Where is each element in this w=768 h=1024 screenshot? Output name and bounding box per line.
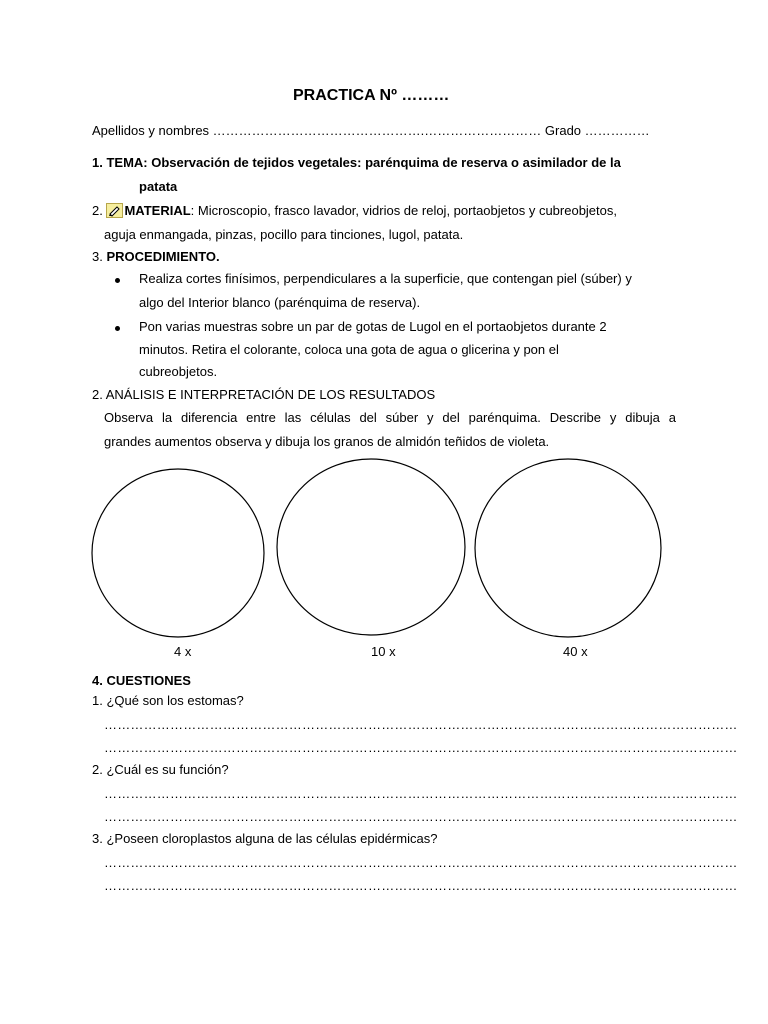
question-3: 3. ¿Poseen cloroplastos alguna de las células epidérmicas? xyxy=(92,831,438,846)
procedure-step-2-line-2: minutos. Retira el colorante, coloca una gota de agua o glicerina y pon el xyxy=(139,342,559,357)
procedure-step-2-line-1: Pon varias muestras sobre un par de gotas de Lugol en el portaobjetos durante 2 xyxy=(139,319,607,334)
magnification-label-40x: 40 x xyxy=(563,644,588,659)
material-heading: MATERIAL xyxy=(124,203,191,218)
procedure-step-1-line-1: Realiza cortes finísimos, perpendiculares a la superficie, que contengan piel (súber) y xyxy=(139,271,632,286)
magnification-label-4x: 4 x xyxy=(174,644,192,659)
drawing-circle-40x xyxy=(475,459,661,637)
tema-line-2: patata xyxy=(139,179,178,194)
procedimiento-title: PROCEDIMIENTO. xyxy=(106,249,220,264)
answer-line[interactable]: ……………………………………………………………………………………………………………………………… xyxy=(104,740,738,755)
procedure-step-1-line-2: algo del Interior blanco (parénquima de reserva). xyxy=(139,295,421,310)
answer-line[interactable]: ……………………………………………………………………………………………………………………………… xyxy=(104,809,738,824)
drawing-circle-10x xyxy=(277,459,465,635)
material-number: 2. xyxy=(92,203,103,218)
procedimiento-number: 3. xyxy=(92,249,103,264)
magnification-label-10x: 10 x xyxy=(371,644,396,659)
question-2: 2. ¿Cuál es su función? xyxy=(92,762,229,777)
analysis-heading: 2. ANÁLISIS E INTERPRETACIÓN DE LOS RESULTADOS xyxy=(92,387,436,402)
tema-line-1: 1. TEMA: Observación de tejidos vegetales: parénquima de reserva o asimilador de la xyxy=(92,155,621,170)
material-line-2: aguja enmangada, pinzas, pocillo para tinciones, lugol, patata. xyxy=(104,227,464,242)
answer-line[interactable]: ……………………………………………………………………………………………………………………………… xyxy=(104,855,738,870)
analysis-text-line-2: grandes aumentos observa y dibuja los granos de almidón teñidos de violeta. xyxy=(104,434,550,449)
answer-line[interactable]: ……………………………………………………………………………………………………………………………… xyxy=(104,786,738,801)
page-title: PRACTICA Nº ……… xyxy=(293,87,450,104)
analysis-text-line-1: Observa la diferencia entre las células del súber y del parénquima. Describe y dibuja a xyxy=(104,410,676,425)
procedure-step-2-line-3: cubreobjetos. xyxy=(139,364,218,379)
questions-heading: 4. CUESTIONES xyxy=(92,673,191,688)
question-1: 1. ¿Qué son los estomas? xyxy=(92,693,244,708)
answer-line[interactable]: ……………………………………………………………………………………………………………………………… xyxy=(104,717,738,732)
answer-line[interactable]: ……………………………………………………………………………………………………………………………… xyxy=(104,878,738,893)
name-grade-line: Apellidos y nombres ………………………………………….……………………… Grado …………… xyxy=(92,123,650,138)
material-text: : Microscopio, frasco lavador, vidrios de reloj, portaobjetos y cubreobjetos, xyxy=(190,203,617,218)
drawing-circle-4x xyxy=(92,469,264,637)
